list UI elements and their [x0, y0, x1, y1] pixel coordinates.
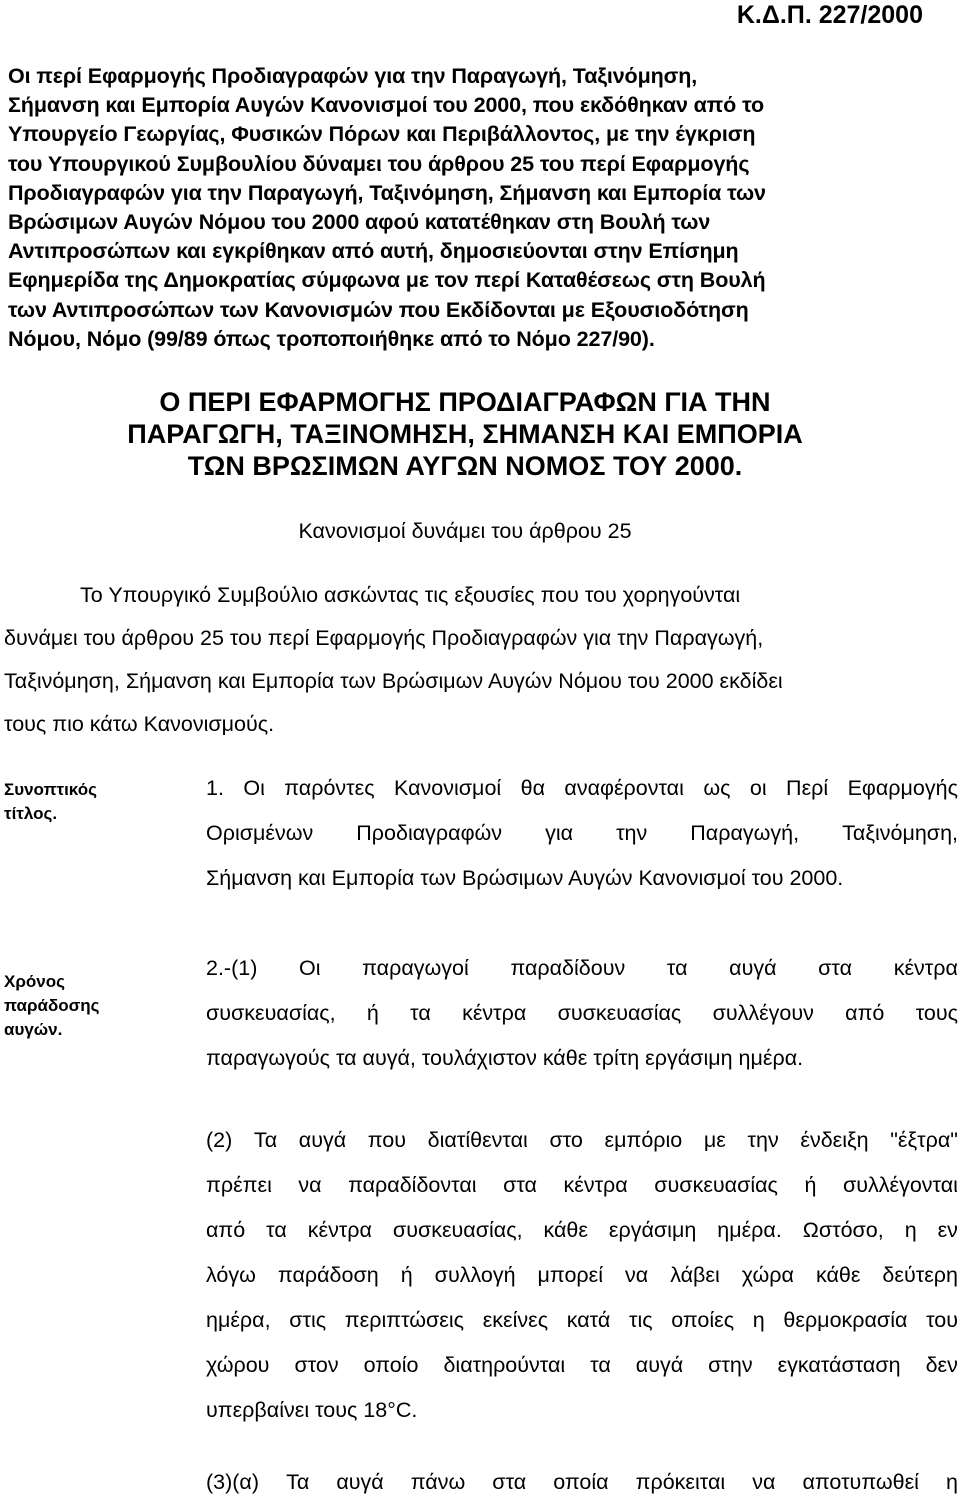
section-1-clause [206, 766, 958, 901]
clause-word: τα [410, 1001, 431, 1025]
clause-word: πάνω [410, 1470, 466, 1494]
clause-word: θα [520, 776, 545, 800]
clause-word: συλλέγουν [712, 1001, 814, 1025]
clause-word: λόγω [206, 1263, 256, 1287]
clause-word: συσκευασίας, [206, 1001, 336, 1025]
regulations-subtitle: Κανονισμοί δυνάμει του άρθρου 25 [298, 519, 632, 543]
preamble-line: Αντιπροσώπων και εγκρίθηκαν από αυτή, δημοσιεύονται στην Επίσημη [8, 239, 739, 264]
clause-word: ή [804, 1173, 817, 1197]
clause-word: μπορεί [537, 1263, 604, 1287]
clause-word: ή [400, 1263, 413, 1287]
clause-word: αυγά [298, 1128, 347, 1152]
clause-word: με [703, 1128, 726, 1152]
clause-word: κάθε [543, 1218, 588, 1242]
clause-word: πρόκειται [635, 1470, 726, 1494]
clause-word: στα [818, 956, 853, 980]
clause-word: Οι [299, 956, 321, 980]
clause-word: ή [366, 1001, 379, 1025]
clause-word: οποίο [363, 1353, 419, 1377]
clause-word: αυγά [635, 1353, 684, 1377]
section-2-2-clause [206, 1118, 958, 1433]
clause-word: δεύτερη [882, 1263, 958, 1287]
clause-word: παραδίδονται [348, 1173, 477, 1197]
clause-word: 1. [206, 776, 224, 800]
clause-word: στον [294, 1353, 339, 1377]
clause-word: του [926, 1308, 958, 1332]
clause-word: Παραγωγή, [690, 821, 800, 845]
clause-word: διατηρούνται [443, 1353, 566, 1377]
clause-word: στα [503, 1173, 537, 1197]
clause-line [206, 766, 958, 811]
clause-word: χώρα [741, 1263, 794, 1287]
clause-word: συσκευασίας [654, 1173, 778, 1197]
clause-word: αναφέρονται [564, 776, 684, 800]
clause-line: υπερβαίνει τους 18°C. [206, 1398, 418, 1422]
clause-line [206, 946, 958, 991]
clause-word: συλλογή [434, 1263, 516, 1287]
clause-word: Ταξινόμηση, [842, 821, 958, 845]
clause-word: παρόντες [284, 776, 375, 800]
clause-word: αυγά [729, 956, 777, 980]
section-2-3-clause [206, 1460, 958, 1505]
enactment-line: Το Υπουργικό Συμβούλιο ασκώντας τις εξουσίες που του χορηγούνται [80, 583, 741, 607]
clause-word: Περί [786, 776, 829, 800]
clause-word: Ωστόσο, [802, 1218, 884, 1242]
clause-word: Τα [286, 1470, 310, 1494]
preamble-line: Οι περί Εφαρμογής Προδιαγραφών για την Παραγωγή, Ταξινόμηση, [8, 64, 698, 88]
clause-word: κέντρα [307, 1218, 372, 1242]
clause-line [206, 1163, 958, 1208]
clause-word: στο [549, 1128, 583, 1152]
clause-word: Ορισμένων [206, 821, 314, 845]
clause-word: την [616, 821, 648, 845]
clause-word: συσκευασίας, [392, 1218, 523, 1242]
clause-word: από [845, 1001, 885, 1025]
clause-word: κέντρα [462, 1001, 527, 1025]
preamble-line: Εφημερίδα της Δημοκρατίας σύμφωνα με τον περί Καταθέσεως στη Βουλή [8, 268, 766, 293]
document-reference-number: Κ.Δ.Π. 227/2000 [736, 1, 923, 29]
clause-word: οποίες [671, 1308, 735, 1332]
clause-word: χώρου [206, 1353, 270, 1377]
clause-word: αποτυπωθεί [802, 1470, 919, 1494]
clause-word: ως [703, 776, 731, 800]
clause-word: παραγωγοί [362, 956, 469, 980]
clause-line [206, 1118, 958, 1163]
clause-word: τα [666, 956, 688, 980]
clause-word: από [206, 1218, 246, 1242]
clause-word: κάθε [815, 1263, 861, 1287]
clause-word: "έξτρα" [890, 1128, 958, 1152]
clause-word: Προδιαγραφών [356, 821, 503, 845]
law-title-line: ΠΑΡΑΓΩΓΗ, ΤΑΞΙΝΟΜΗΣΗ, ΣΗΜΑΝΣΗ ΚΑΙ ΕΜΠΟΡΙΑ [127, 419, 803, 449]
clause-word: ημέρα. [717, 1218, 782, 1242]
preamble-paragraph [8, 62, 958, 354]
clause-word: παράδοση [277, 1263, 379, 1287]
clause-word: στα [492, 1470, 527, 1494]
clause-word: να [752, 1470, 776, 1494]
clause-word: δεν [925, 1353, 958, 1377]
clause-word: ημέρα, [206, 1308, 271, 1332]
enactment-line: δυνάμει του άρθρου 25 του περί Εφαρμογής Προδιαγραφών για την Παραγωγή, [4, 626, 764, 650]
margin-note-line: τίτλος. [4, 804, 58, 823]
clause-line [206, 991, 958, 1036]
preamble-line: Σήμανση και Εμπορία Αυγών Κανονισμοί του 2000, που εκδόθηκαν από το [8, 93, 764, 118]
clause-line [206, 1208, 958, 1253]
preamble-line: Υπουργείο Γεωργίας, Φυσικών Πόρων και Περιβάλλοντος, με την έγκριση [8, 122, 756, 147]
clause-word: Εφαρμογής [847, 776, 958, 800]
clause-line [206, 1343, 958, 1388]
clause-word: στην [708, 1353, 753, 1377]
clause-word: διατίθενται [427, 1128, 528, 1152]
clause-word: λάβει [670, 1263, 720, 1287]
preamble-line: Νόμου, Νόμο (99/89 όπως τροποποιήθηκε από το Νόμο 227/90). [8, 326, 655, 351]
preamble-line: Βρώσιμων Αυγών Νόμου του 2000 αφού κατατέθηκαν στη Βουλή των [8, 210, 711, 235]
preamble-line: του Υπουργικού Συμβουλίου δύναμει του άρθρου 25 του περί Εφαρμογής [8, 151, 750, 176]
clause-line: Σήμανση και Εμπορία των Βρώσιμων Αυγών Κανονισμοί του 2000. [206, 866, 844, 890]
section-2-1-clause [206, 946, 958, 1081]
margin-note-line: παράδοσης [4, 996, 100, 1015]
clause-word: (2) [206, 1128, 233, 1152]
enactment-line: Ταξινόμηση, Σήμανση και Εμπορία των Βρώσιμων Αυγών Νόμου του 2000 εκδίδει [4, 669, 783, 693]
clause-word: εμπόριο [604, 1128, 683, 1152]
clause-word: η [752, 1308, 765, 1332]
clause-word: θερμοκρασία [783, 1308, 908, 1332]
clause-word: την [747, 1128, 779, 1152]
clause-word: Τα [253, 1128, 278, 1152]
enactment-line: τους πιο κάτω Κανονισμούς. [4, 712, 275, 736]
margin-note-line: Χρόνος [4, 972, 65, 991]
clause-word: περιπτώσεις [344, 1308, 465, 1332]
clause-word: κέντρα [563, 1173, 628, 1197]
clause-word: η [946, 1470, 958, 1494]
clause-word: Κανονισμοί [394, 776, 502, 800]
clause-word: τις [628, 1308, 653, 1332]
law-title-line: Ο ΠΕΡΙ ΕΦΑΡΜΟΓΗΣ ΠΡΟΔΙΑΓΡΑΦΩΝ ΓΙΑ ΤΗΝ [159, 387, 771, 417]
clause-word: πρέπει [206, 1173, 272, 1197]
clause-word: οποία [553, 1470, 609, 1494]
clause-word: (3)(α) [206, 1470, 260, 1494]
law-title-line: ΤΩΝ ΒΡΩΣΙΜΩΝ ΑΥΓΩΝ ΝΟΜΟΣ ΤΟΥ 2000. [187, 451, 743, 481]
clause-line: παραγωγούς τα αυγά, τουλάχιστον κάθε τρίτη εργάσιμη ημέρα. [206, 1046, 804, 1070]
clause-word: κέντρα [893, 956, 958, 980]
clause-word: εργάσιμη [608, 1218, 697, 1242]
clause-word: Οι [243, 776, 265, 800]
preamble-line: των Αντιπροσώπων των Κανονισμών που Εκδίδονται με Εξουσιοδότηση [8, 297, 749, 322]
margin-note-line: αυγών. [4, 1020, 63, 1039]
clause-word: τους [915, 1001, 958, 1025]
clause-word: 2.-(1) [206, 956, 258, 980]
clause-word: για [545, 821, 574, 845]
preamble-line: Προδιαγραφών για την Παραγωγή, Ταξινόμηση, Σήμανση και Εμπορία των [8, 180, 766, 205]
clause-word: συσκευασίας [557, 1001, 682, 1025]
clause-word: να [298, 1173, 322, 1197]
clause-line [206, 811, 958, 856]
clause-line [206, 1460, 958, 1505]
clause-word: κατά [566, 1308, 611, 1332]
clause-line [206, 1298, 958, 1343]
clause-word: τα [266, 1218, 287, 1242]
clause-word: να [625, 1263, 649, 1287]
clause-word: εν [937, 1218, 958, 1242]
enactment-paragraph [4, 574, 944, 746]
clause-word: συλλέγονται [842, 1173, 958, 1197]
clause-word: εκείνες [482, 1308, 549, 1332]
clause-word: τα [590, 1353, 611, 1377]
clause-word: παραδίδουν [510, 956, 626, 980]
margin-note-line: Συνοπτικός [4, 780, 97, 799]
clause-word: αυγά [336, 1470, 384, 1494]
clause-word: ένδειξη [800, 1128, 869, 1152]
clause-word: στις [289, 1308, 327, 1332]
margin-note-delivery-time [4, 970, 154, 1042]
clause-word: εγκατάσταση [777, 1353, 901, 1377]
law-title [0, 386, 930, 482]
clause-word: η [904, 1218, 917, 1242]
clause-word: που [367, 1128, 407, 1152]
clause-line [206, 1253, 958, 1298]
clause-word: οι [749, 776, 767, 800]
margin-note-short-title [4, 778, 154, 826]
